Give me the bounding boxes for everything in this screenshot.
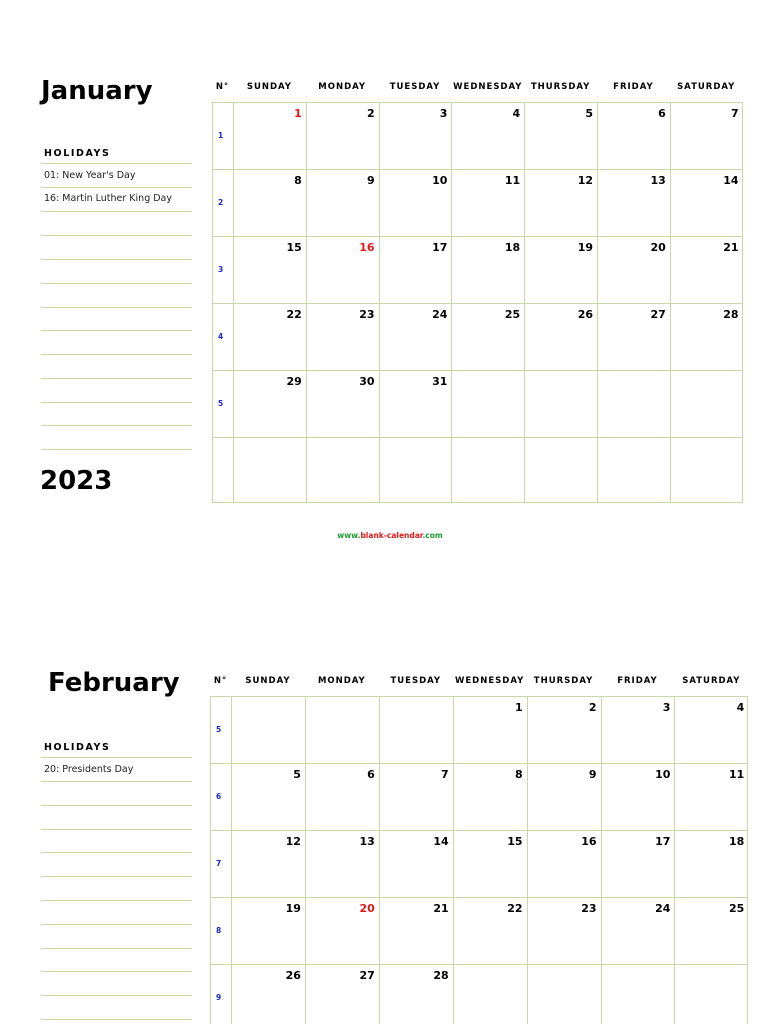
- week-number: 4: [218, 331, 224, 341]
- day-cell[interactable]: 2: [366, 107, 375, 120]
- day-cell[interactable]: 6: [658, 107, 666, 120]
- grid-column-line: [379, 696, 380, 1024]
- grid-row-line: [210, 964, 748, 965]
- holiday-line: [41, 900, 192, 901]
- day-cell[interactable]: 13: [359, 834, 375, 848]
- week-number: 6: [216, 791, 222, 801]
- day-cell[interactable]: 5: [293, 767, 301, 781]
- holiday-line: [41, 378, 192, 379]
- day-of-week-header: THURSDAY: [533, 676, 594, 686]
- week-number: 1: [218, 131, 224, 140]
- day-cell[interactable]: 28: [433, 968, 449, 982]
- holiday-item: 20: Presidents Day: [44, 764, 134, 775]
- day-cell[interactable]: 26: [577, 307, 593, 321]
- holiday-line: [41, 354, 192, 355]
- holiday-line: [41, 971, 192, 972]
- holiday-line: [41, 402, 192, 403]
- day-cell[interactable]: 5: [585, 107, 593, 120]
- day-cell[interactable]: 23: [581, 901, 597, 915]
- day-cell[interactable]: 13: [650, 173, 666, 187]
- day-cell[interactable]: 3: [662, 701, 671, 714]
- day-of-week-header: THURSDAY: [530, 82, 591, 92]
- day-cell[interactable]: 20: [650, 240, 666, 254]
- holiday-line: [41, 805, 192, 806]
- holiday-line: [41, 449, 192, 450]
- week-number: 3: [218, 264, 224, 274]
- day-cell[interactable]: 11: [728, 767, 745, 781]
- grid-column-line: [527, 696, 528, 1024]
- day-cell[interactable]: 16: [359, 240, 375, 254]
- holiday-line: [41, 995, 192, 996]
- holidays-heading: HOLIDAYS: [44, 148, 111, 159]
- holiday-line: [41, 163, 192, 164]
- day-cell[interactable]: 9: [588, 767, 597, 781]
- holiday-line: [41, 948, 192, 949]
- day-cell[interactable]: 2: [588, 701, 597, 714]
- day-cell[interactable]: 14: [723, 173, 739, 187]
- day-cell[interactable]: 27: [650, 307, 666, 321]
- day-cell[interactable]: 10: [655, 767, 671, 781]
- day-of-week-header: TUESDAY: [389, 82, 441, 92]
- holiday-line: [41, 852, 192, 853]
- week-number-header: N°: [215, 82, 230, 92]
- day-cell[interactable]: 17: [655, 834, 671, 848]
- day-cell[interactable]: 1: [514, 701, 523, 714]
- holidays-heading: HOLIDAYS: [44, 742, 111, 753]
- day-of-week-header: MONDAY: [318, 82, 367, 92]
- day-cell[interactable]: 30: [359, 374, 375, 388]
- grid-row-line: [210, 897, 748, 898]
- grid-row-line: [212, 236, 743, 237]
- holiday-line: [41, 829, 192, 830]
- holiday-line: [41, 211, 192, 212]
- day-cell[interactable]: 19: [285, 901, 301, 915]
- day-of-week-header: SUNDAY: [245, 676, 291, 686]
- day-cell[interactable]: 12: [577, 173, 593, 187]
- day-of-week-header: TUESDAY: [390, 676, 442, 686]
- grid-column-line: [674, 696, 675, 1024]
- grid-row-line: [212, 437, 743, 438]
- week-number: 8: [216, 925, 222, 935]
- week-number: 5: [218, 398, 224, 408]
- day-cell[interactable]: 27: [359, 968, 375, 982]
- day-of-week-header: SATURDAY: [682, 676, 741, 686]
- holiday-line: [41, 757, 192, 758]
- website-footer[interactable]: [0, 531, 768, 540]
- day-of-week-header: FRIDAY: [617, 676, 658, 686]
- month-title: February: [48, 668, 180, 698]
- day-cell[interactable]: 9: [366, 173, 375, 187]
- holiday-item: 16: Martin Luther King Day: [44, 193, 172, 204]
- day-cell[interactable]: 22: [286, 307, 302, 321]
- week-number-header: N°: [213, 676, 228, 686]
- day-cell[interactable]: 24: [432, 307, 448, 321]
- holiday-line: [41, 235, 192, 236]
- day-of-week-header: SUNDAY: [246, 82, 292, 92]
- holiday-line: [41, 283, 192, 284]
- holiday-line: [41, 425, 192, 426]
- holiday-line: [41, 187, 192, 188]
- day-cell[interactable]: 7: [441, 767, 449, 781]
- holiday-item: 01: New Year's Day: [44, 170, 136, 181]
- week-number: 5: [216, 725, 222, 734]
- day-of-week-header: WEDNESDAY: [455, 676, 525, 686]
- holiday-line: [41, 330, 192, 331]
- day-of-week-header: SATURDAY: [677, 82, 736, 92]
- day-cell[interactable]: 4: [512, 107, 521, 120]
- week-number: 7: [216, 858, 222, 868]
- day-of-week-header: MONDAY: [317, 676, 366, 686]
- holiday-line: [41, 876, 192, 877]
- day-cell[interactable]: 21: [433, 901, 449, 915]
- year-title: 2023: [40, 466, 113, 496]
- grid-row-line: [212, 370, 743, 371]
- grid-row-line: [210, 830, 748, 831]
- holiday-line: [41, 1019, 192, 1020]
- footer-brand: blank-calendar: [360, 531, 423, 540]
- day-of-week-header: WEDNESDAY: [453, 82, 523, 92]
- grid-row-line: [210, 763, 748, 764]
- day-cell[interactable]: 8: [294, 173, 302, 187]
- day-cell[interactable]: 19: [577, 240, 593, 254]
- grid-column-line: [231, 696, 232, 1024]
- day-cell[interactable]: 15: [286, 240, 302, 254]
- day-cell[interactable]: 21: [723, 240, 739, 254]
- day-cell[interactable]: 18: [728, 834, 745, 848]
- day-cell[interactable]: 10: [432, 173, 448, 187]
- footer-prefix: www.: [337, 531, 361, 540]
- grid-column-line: [305, 696, 306, 1024]
- day-cell[interactable]: 26: [285, 968, 301, 982]
- day-cell[interactable]: 22: [507, 901, 523, 915]
- day-cell[interactable]: 20: [359, 901, 375, 915]
- day-cell[interactable]: 16: [581, 834, 597, 848]
- week-number: 9: [216, 992, 222, 1002]
- day-of-week-header: FRIDAY: [613, 82, 654, 92]
- day-cell[interactable]: 25: [728, 901, 745, 915]
- day-cell[interactable]: 15: [507, 834, 523, 848]
- holiday-line: [41, 307, 192, 308]
- holiday-line: [41, 259, 192, 260]
- grid-column-line: [453, 696, 454, 1024]
- holiday-line: [41, 781, 192, 782]
- day-cell[interactable]: 14: [433, 834, 449, 848]
- day-cell[interactable]: 4: [736, 701, 745, 714]
- day-cell[interactable]: 31: [432, 374, 448, 388]
- day-cell[interactable]: 7: [730, 107, 739, 120]
- day-cell[interactable]: 28: [723, 307, 739, 321]
- week-number: 2: [218, 197, 224, 207]
- grid-row-line: [212, 303, 743, 304]
- day-cell[interactable]: 18: [504, 240, 521, 254]
- day-cell[interactable]: 1: [294, 107, 302, 120]
- day-cell[interactable]: 29: [286, 374, 302, 388]
- day-cell[interactable]: 25: [504, 307, 521, 321]
- grid-row-line: [212, 169, 743, 170]
- day-cell[interactable]: 3: [439, 107, 448, 120]
- holiday-line: [41, 924, 192, 925]
- day-cell[interactable]: 17: [432, 240, 448, 254]
- grid-column-line: [601, 696, 602, 1024]
- month-title: January: [41, 76, 153, 106]
- day-cell[interactable]: 6: [367, 767, 375, 781]
- day-cell[interactable]: 11: [504, 173, 521, 187]
- footer-suffix: .com: [422, 531, 443, 540]
- day-cell[interactable]: 12: [285, 834, 301, 848]
- day-cell[interactable]: 23: [359, 307, 375, 321]
- day-cell[interactable]: 24: [655, 901, 671, 915]
- day-cell[interactable]: 8: [514, 767, 523, 781]
